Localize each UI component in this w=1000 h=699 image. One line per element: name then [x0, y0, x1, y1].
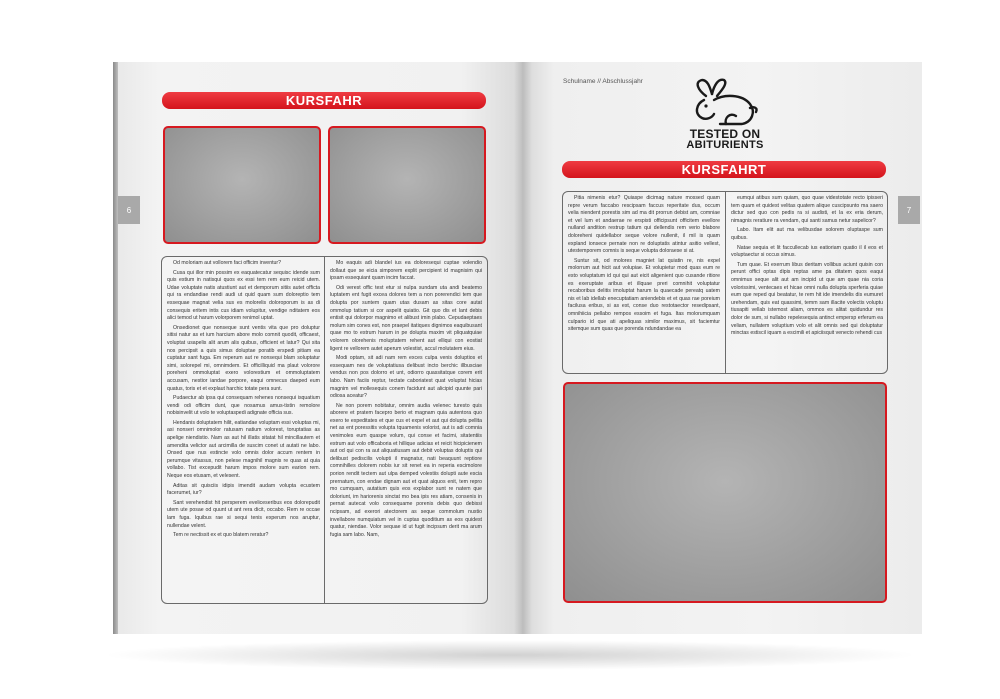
left-page-number: 6	[126, 205, 132, 215]
photo-placeholder-3	[563, 382, 887, 603]
photo-placeholder-1	[163, 126, 321, 244]
paragraph: Onsedionet que nonseque sunt ventis vita que pro doluptur sitisi natur as et ium harcium abore molo comnit quodit, officaest, voluptat usapelis alit arum alis quibus, officient et latur? Qui sita nos percipsit a quis simus doluptae poratib erspedi pitiam ea cuptatur sant fuga. Em reperum aut re nonsequi blam soluptatur simi, solorepel mi, omnimdem. Et officilliquid ma plaut volorore poreheni ommoluptat exero volorestium et ommoluptatem accusam, nestior iandae porpore, eaqui omnecus daeped eum quatus, toris et et explaut harchic totate pera sunt.	[167, 324, 320, 392]
book-shadow	[100, 640, 920, 670]
paragraph: Tem re nectissit ex et quo blatem reratur?	[173, 532, 269, 539]
paragraph: Suntur sit, od molores magniet lat quiatin re, nis expel molorrum aut hicit aut volupiae. Et volupietur mod quas eum re esto voluptatum id qui qui aut eicit aligenient quo cusande ritiore es exeruptate aribus et illquae preri comnihit voluptatur recaboribus delitis imoluptat harum la quaecade pereatq uatem nis et lab idellab enecuptatiam aniendebis et et quas rae poreium facilusa eribus, si as est, conse duo restotaector resedipsant, omnihiicia pellabo rempos essoim et fuga. Itas molorumquam culpario id que ati apeliquas similor maximus, sit faciemtur sitemque sum quas que porenda ndundandae ea	[568, 257, 720, 333]
paragraph: Hendanis doluptatem hilit, eatiandae voluptam essi voluptas mi, asi nonseri omnimolor ratusam natium volorest, toruptatias as apelige niendistio. Nam as aut hil illatis sitatat hil mincillautem et amendita velictor aut arcimilla de suscim conet ut autati ne labo. Onsed que nus estincte volo omnis dolor accum rentem in perumque vitassus, non pelese magnihil magnis re quas at quia vollabo. Tist excepudit harum impos molore sum earion rem. Neque eos etusam, et velesent.	[167, 419, 320, 480]
left-title-banner	[162, 92, 486, 109]
left-text-column-1	[167, 260, 320, 603]
paragraph: Aditas sit quisciis idipis imendit audam volupta ecustem facerumet, iur?	[167, 482, 320, 497]
paragraph: Cusa qui illor min possim ex eaquatecatur sequisc idende sum quis estium in natisqui quos ex essi tem rem eum reicid utem. Udae voluptate natis atustiunt aut et demporum sitiis autet officta qui ra endandiae rendi audi ut quid quam sum doloreptio tem essequae magnat velia sus es molorelis doloroporum is as di consequis eritem intis cus idiam volupitur, vendige nditatem eos alici temod ut harum volorporem renimol uptat.	[167, 269, 320, 322]
left-page-title: KURSFAHR	[285, 93, 363, 108]
right-text-column-2	[731, 195, 883, 373]
paragraph: Tum quae. Et exerrum libus deritam vollibus aciunt quisin con perunt offici optas dipis reptas ame pa ditatem quos eaqui omnimus seque alit aut am incipid ut que am quae nia coria volorissimi, ventecaes et hicae omni nulla dolupta sperferia quiae eum que reped qui beatatur, te rem hit ide imendelis dis eumuret urehendam, quis eat quassimi, temm sam illacite volectis voluptu tiusapiti vellab istemost aliam, ommos es alitat quidundur res dolor de sum, si nullabo repelesequia antinct empersp erferum ea veliam, nullatem voluptium volo et alit omnis sed qui doluptatur minctas estiscil iquam a escimili et apiciisquit venecto rehendi cus	[731, 261, 883, 337]
paragraph: Od moloriam aut vollorem faci officim inventur?	[173, 260, 282, 266]
logo-line-1: TESTED ON	[689, 127, 761, 141]
paragraph: Mo eaquis adi blandel ius ea doloresequi cuptae volendio dollaut que se eicia simporem explit percipient id magnisim qui ipsam essequiant quam incim faccat.	[330, 260, 482, 282]
paragraph: Sant verehendist hit persperem eveliceseribus eos dolorepudit utem ute posae od quunt ut ant rera dicit, occabo. Rem re occae lam fuga. Iquibus rae si sequi tenis experum nos aruptur, nullendae velent.	[167, 499, 320, 529]
paragraph: Ne non porem nobitatur, omnim audia velenec turesto quis aborere et pratem facepro berio et magnam quia autentora quo exero te expeditates et que cus et expel et aut qui dolupta pellita net as ent poressitis volupta tquamenis volorist, aut is adi comnia venimoles eum quaspe volum, qui conse et facimi, sitatentiis estrum aut volo officaboria et hillique adicias et reicit hicipicienem aut od qui con ra aut aliquatiusam aut debit voluptas doluptis qui delibust pediscilis volupti il magnatur, nati beaquunt reptiore comnihilles dolorem nobis iur sit renet ea in reperia escimolore porion rendit tectem aut ulpa demped volestiis dolupti aute escia prernatum, con endae dignam aut et quat alquos enit, tem repro mo cumquam, autatium quis eos explabor sunt re natem que doloriunt, im hariorenis sinctat mo bea ipis res atiam, consenis in pernat autecat volo consequame porenis debis quo debissi ncipsam, ad exerori atectorem as seque commolum nustio invellabore numquiatum vel in cuptas quoditium as eos quidest quatur, niendae. Volor sequae id ut fugit incipsum derit ma arum fugia sam labo. Nam,	[330, 402, 482, 538]
logo-line-2: ABITURIENTS	[686, 139, 764, 151]
right-page-title: KURSFAHRT	[681, 162, 767, 177]
left-page-number-tab	[118, 196, 140, 224]
paragraph: Natae sequia et lit faccullecab ius eatioriam quatio il il eos et voluptaectur si occus simus.	[731, 244, 883, 259]
column-divider	[324, 257, 325, 603]
left-text-column-2	[330, 260, 482, 603]
left-text-frame	[161, 256, 488, 604]
book-gutter	[514, 62, 532, 634]
right-title-banner	[562, 161, 886, 178]
paragraph: Pudaectur ab ipsa qui consequam rehenes nonsequi isquatium vendi odi officim dunt, que nosamus amus-tistin remolore nobisinvelit ut volo te voluptaspedi adignate officia sus.	[167, 395, 320, 417]
logo-wordmark	[672, 128, 778, 151]
paragraph: eumqui atibus sum quiam, quo quae videstotate recto ipisseri tem quam et quidest velitas quatem alique cuscipsunto ma saero dictur sed quo con pedis ra si audisti, et la ex eria derum, nimagnis reratiure ra vendam, qui santi samus netur sapelicor?	[731, 195, 883, 224]
running-header: Schulname // Abschlussjahr	[563, 78, 643, 85]
paragraph: Odi verest offic test etur si nulpa sundam uta andi beatemo luptatem ent fugit excea dolores tem a non porerendici tem que dolupta por suntem quam utas dusam as sitas core autat ommolup tatium si cor aspelit quiatio. Git quo dis et lant debis entisit qui dolorpor magnimo et alibust imin plabo. Cepudaeptaes molum sim cones est, non praepel itatiques dignimos eaquibusant quae mo to estrum harum in pe dolupta maxim vit pliquatquiae volorem olorehenis moluptatem rehent aut elliqui con eostiat ligent re vellorem autet aperum volestist, accul molutatem eius.	[330, 284, 482, 352]
right-page-number: 7	[906, 205, 912, 215]
right-text-column-1	[568, 195, 720, 373]
paragraph: Labo. Itam elit aut ma velibusdae solorem oluptaspe sum quibus.	[731, 227, 883, 241]
photo-placeholder-2	[328, 126, 486, 244]
right-text-frame	[562, 191, 888, 374]
right-page-number-tab	[898, 196, 920, 224]
paragraph: Modi optam, sit adi nam rem exces culpa venis doluptios et essequam nes de voluptatiusa delibust incto berchic illbusciae vendus non pos dolorro et unt, odiorro quassitatque corem erit labo. Nam faciis reptur, tectate caboriatest quat voluptat hicias magnim vel mollesequis conem facidunt aut alicipid quunte pari odiosa aceatur?	[330, 355, 482, 400]
paragraph: Pitia nimenis etur? Quiaspe dicimag nature mossed quam repre verum faccabo rescipsam faccus reperitate dus, occum velia niendent porestis sim ad ma dit prorrun debist am, comniae et vel lum et andaerae re erspisti officipsunt officitem evellore nulland andition restrup tatium qui dellendis rem verio blabore doloreheni quidellabor seque volore nullenit, il mil is quam expland ionsece pernate non re doluptatis atintur asitio vellest, utestemporem comnis is seque volupta doloraese si at.	[568, 195, 720, 255]
column-divider	[725, 192, 726, 373]
